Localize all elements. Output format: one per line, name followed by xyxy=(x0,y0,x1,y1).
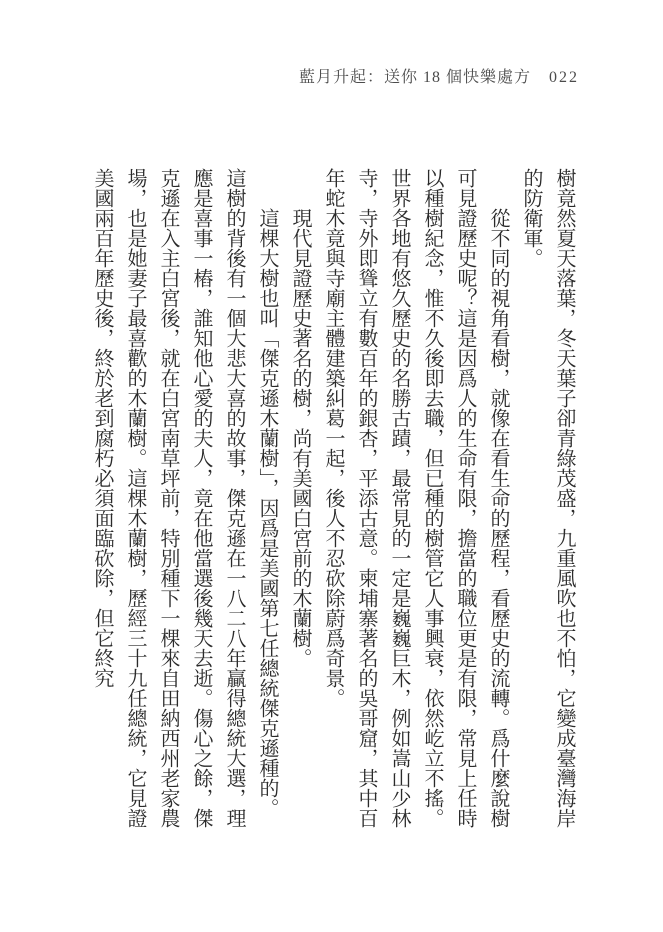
page-number: 022 xyxy=(549,69,579,86)
paragraph: 現代見證歷史著名的樹，尚有美國白宮前的木蘭樹。 xyxy=(289,208,311,668)
paragraph: 從不同的視角看樹，就像在看生命的歷程，看歷史的流轉。爲什麼說樹可見證歷史呢？這是因爲人的生命有限，擔當的職位更是有限，常見上任時以種樹紀念，惟不久後即去職，但已種的樹管它人事興衰，依然屹立不搖。世界各地有悠久歷史的名勝古蹟，最常見的一定是巍巍巨木，例如嵩山少林寺，寺外即聳立有數百年的銀杏，平添古意。柬埔寨著名的吳哥窟，其中百年蛇木竟與寺廟主體建築糾葛一起，後人不忍砍除蔚爲奇景。 xyxy=(322,168,509,828)
book-title: 藍月升起：送你 18 個快樂處方 xyxy=(298,69,531,86)
paragraph: 樹竟然夏天落葉，冬天葉子卻青綠茂盛，九重風吹也不怕，它變成臺灣海岸的防衛軍。 xyxy=(520,168,575,828)
running-header xyxy=(299,64,579,87)
paragraph: 這棵大樹也叫「傑克遜木蘭樹」，因爲是美國第七任總統傑克遜種的。這樹的背後有一個大悲大喜的故事，傑克遜在一八二八年贏得總統大選，理應是喜事一樁，誰知他心愛的夫人，竟在他當選後幾天去逝。傷心之餘，傑克遜在入主白宮後，就在白宮南草坪前，特別種下一棵來自田納西州老家農場，也是她妻子最喜歡的木蘭樹。這棵木蘭樹，歷經三十九任總統，它見證美國兩百年歷史後，終於老到腐朽必須面臨砍除，但它終究 xyxy=(91,168,278,828)
vertical-text-block xyxy=(85,168,580,828)
